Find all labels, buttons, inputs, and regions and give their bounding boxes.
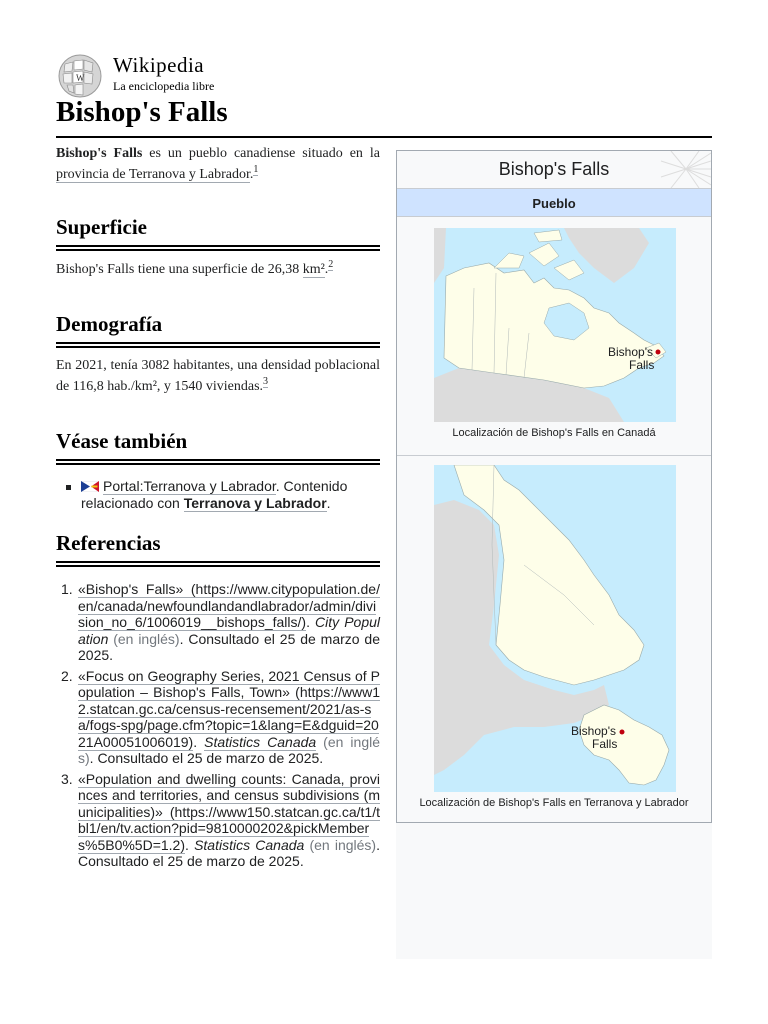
ref-title-link[interactable]: «Bishop's Falls» (78, 581, 184, 597)
heading-vease-tambien: Véase también (56, 429, 188, 453)
infobox-divider (397, 455, 711, 456)
ref-url[interactable]: (https://www12.statcan.gc.ca/census-recensement/2021/as-sa/fogs-spg/page.cfm?topic=1&lang=E&dguid=2021A00051006019) (78, 684, 380, 750)
flag-icon (81, 481, 99, 492)
ref-2-link[interactable]: 2 (328, 259, 334, 271)
related-link[interactable]: Terranova y Labrador (183, 494, 327, 511)
portal-link[interactable]: Portal:Terranova y Labrador (103, 478, 276, 494)
ref-url[interactable]: (https://www.citypopulation.de/en/canada/newfoundlandandlabrador/admin/division_no_6/1006019__bishops_falls/) (78, 581, 380, 630)
canada-locator-map[interactable] (434, 228, 676, 422)
list-item: Portal:Terranova y Labrador. Contenido relacionado con Terranova y Labrador. (56, 478, 380, 511)
wikipedia-tagline: La enciclopedia libre (113, 79, 215, 93)
ref-url[interactable]: (https://www150.statcan.gc.ca/t1/tbl1/en/tv.action?pid=9810000202&pickMembers%5B0%5D=1.2) (78, 803, 380, 853)
section-divider (56, 245, 380, 251)
map1-caption: Localización de Bishop's Falls en Canadá (452, 427, 656, 439)
svg-text:Falls: Falls (629, 358, 655, 372)
section-divider (56, 561, 380, 567)
link-km2[interactable]: km² (302, 262, 325, 277)
infobox-background (396, 823, 712, 959)
ref-1-link[interactable]: 1 (253, 164, 259, 176)
svg-text:Bishop's: Bishop's (571, 724, 616, 738)
infobox (396, 150, 712, 823)
svg-text:Bishop's: Bishop's (608, 345, 653, 359)
svg-text:W: W (76, 73, 85, 83)
svg-text:Falls: Falls (592, 737, 618, 751)
reference-item: 1. «Bishop's Falls» (https://www.citypopulation.de/en/canada/newfoundlandandlabrador/admin/division_no_6/1006019__bishops_falls/). City Population (en inglés). Consultado el 25 de marzo de 2025. (61, 581, 381, 663)
ref-3-link[interactable]: 3 (263, 376, 269, 388)
decoration-icon (641, 151, 711, 188)
link-provincia[interactable]: provincia de Terranova y Labrador (56, 167, 250, 182)
infobox-title: Bishop's Falls (397, 151, 711, 188)
heading-referencias: Referencias (56, 531, 161, 555)
infobox-subtitle: Pueblo (397, 188, 711, 217)
map2-caption: Localización de Bishop's Falls en Terranova y Labrador (419, 797, 689, 809)
heading-demografia: Demografía (56, 312, 163, 336)
section-divider (56, 342, 380, 348)
references-list (56, 581, 380, 874)
page-title: Bishop's Falls (56, 96, 228, 128)
bullet-icon (66, 485, 71, 490)
newfoundland-locator-map[interactable] (434, 465, 676, 792)
title-divider (56, 136, 712, 138)
lead-subject: Bishop's Falls (56, 146, 143, 161)
wikipedia-globe-logo[interactable] (55, 52, 105, 100)
lead-paragraph (56, 143, 380, 185)
ref-title-link[interactable]: «Focus on Geography Series, 2021 Census of Population – Bishop's Falls, Town» (78, 667, 380, 700)
heading-superficie: Superficie (56, 215, 147, 239)
lead-text: es un pueblo canadiense situado en la (142, 146, 380, 161)
lead-end: . (249, 167, 254, 182)
wikipedia-wordmark[interactable]: Wikipedia (113, 53, 205, 77)
demografia-paragraph: En 2021, tenía 3082 habitantes, una densidad poblacional de 116,8 hab./km², y 1540 viviendas.$^3$ (56, 358, 380, 394)
ref-title-link[interactable]: «Population and dwelling counts: Canada, provinces and territories, and census subdivisions (municipalities)» (78, 770, 380, 820)
reference-item: 3. «Population and dwelling counts: Canada, provinces and territories, and census subdivisions (municipalities)» (https://www150.statcan.gc.ca/t1/tbl1/en/tv.action?pid=9810000202&pickMembers%5B0%5D=1.2). Statistics Canada (en inglés). Consultado el 25 de marzo de 2025. (61, 770, 380, 869)
reference-item: 2. «Focus on Geography Series, 2021 Census of Population – Bishop's Falls, Town» (https://www12.statcan.gc.ca/census-recensement/2021/as-sa/fogs-spg/page.cfm?topic=1&lang=E&dguid=2021A00051006019). Statistics Canada (en inglés). Consultado el 25 de marzo de 2025. (61, 667, 380, 766)
superficie-paragraph: Bishop's Falls tiene una superficie de 26,38 km².$^2$ (56, 259, 334, 277)
section-divider (56, 459, 380, 465)
see-also-list (56, 478, 380, 511)
